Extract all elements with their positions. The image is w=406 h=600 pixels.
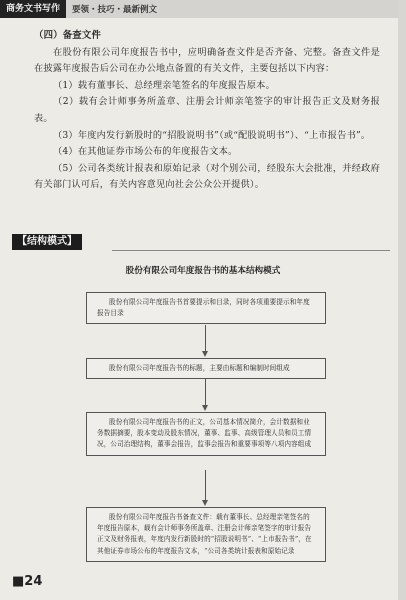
running-header	[0, 0, 406, 18]
page-number-value: 24	[24, 574, 43, 589]
diagram-box-tips: 股份有限公司年度报告书首要提示和目录，同时各项重要提示和年度报告目录	[86, 292, 326, 324]
page-number: ■24	[12, 574, 43, 589]
paragraph-item-2: （2）载有会计师事务所盖章、注册会计师亲笔签字的审计报告正文及财务报表。	[34, 96, 380, 124]
connector-line	[205, 325, 206, 351]
structure-mode-tag: 【结构模式】	[12, 234, 82, 250]
paragraph-item-5: （5）公司各类统计报表和原始记录（对个别公司，经股东大会批准，并经政府有关部门认可后，有关内容意见向社会公众公开提供）。	[34, 162, 380, 191]
structure-rule	[112, 250, 390, 251]
section-title: （四）备查文件	[34, 30, 102, 41]
diagram-box-title: 股份有限公司年度报告书的标题，主要由标题和编制时间组成	[86, 358, 326, 379]
header-book-title: 商务文书写作	[0, 0, 66, 18]
diagram-box-body: 股份有限公司年度报告书的正文，公司基本情况简介，会计数据和业务数据摘要，股本变动及股东情况，董事、监事、高级管理人员和员工情况，公司治理结构，董事会报告，监事会报告和重要事项等八项内容组成	[86, 412, 326, 456]
header-subtitle: 要领・技巧・最新例文	[72, 5, 158, 15]
page-edge	[398, 0, 406, 600]
paragraph-item-4: （4）在其他证券市场公布的年度报告文本。	[53, 146, 238, 158]
diagram-box-attachments: 股份有限公司年度报告书备查文件：载有董事长、总经理亲笔签名的年度报告原本，载有会计师事务所盖章、注册会计师亲笔签字的审计报告正文及财务报表，年度内发行新股时的“招股说明书”、“上市报告书”，在其他证券市场公布的年度报告文本，“公司各类统计报表和原始记录	[86, 507, 326, 562]
paragraph-intro: 在股份有限公司年度报告书中，应明确备查文件是否齐备、完整。备查文件是在披露年度报告后公司在办公地点备置的有关文件，主要包括以下内容：	[34, 46, 380, 75]
connector-line	[205, 470, 206, 500]
section-content	[34, 28, 380, 194]
arrow-down-icon	[202, 405, 208, 411]
paragraph-item-1: （1）载有董事长、总经理亲笔签名的年度报告原本。	[53, 79, 275, 91]
connector-line	[205, 379, 206, 405]
arrow-down-icon	[202, 500, 208, 506]
arrow-down-icon	[202, 351, 208, 357]
diagram-title: 股份有限公司年度报告书的基本结构模式	[125, 266, 281, 276]
paragraph-item-3: （3）年度内发行新股时的“招股说明书”（或“配股说明书”）、“上市报告书”。	[53, 129, 371, 141]
